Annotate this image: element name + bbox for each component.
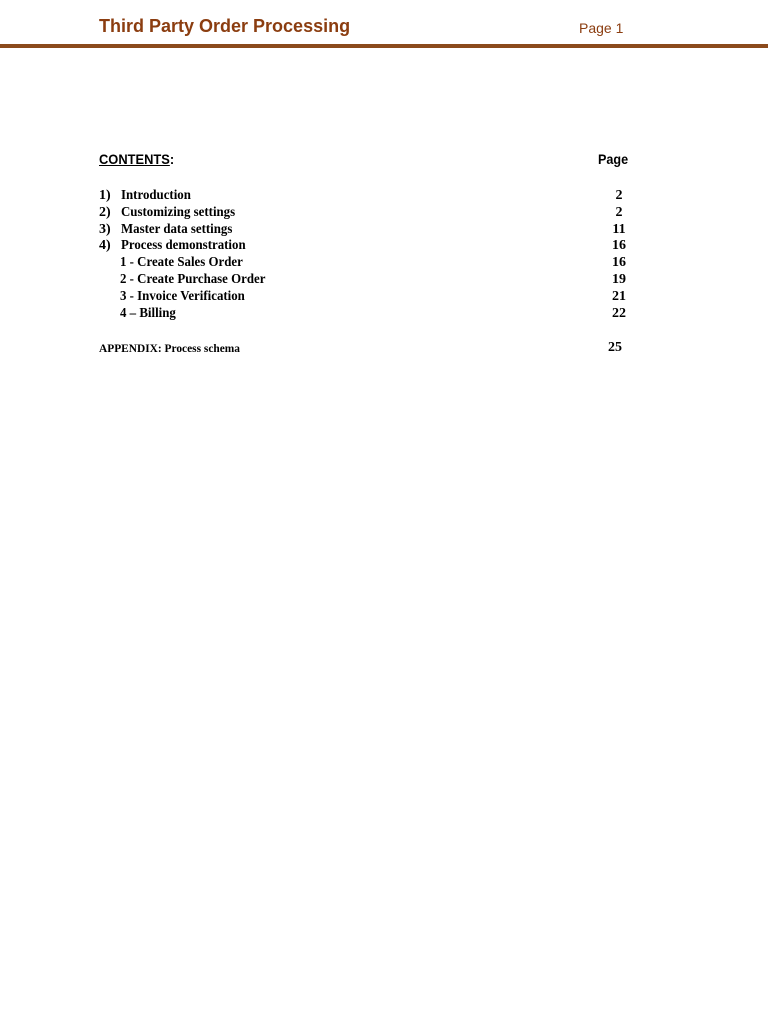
header-divider <box>0 44 768 48</box>
toc-entry-page: 11 <box>612 221 626 237</box>
toc-entry-customizing-settings <box>99 205 639 222</box>
toc-entry-page: 2 <box>615 204 623 220</box>
appendix-label: APPENDIX: Process schema <box>99 341 241 355</box>
toc-subentry-page: 22 <box>612 305 626 321</box>
toc-entry-label: Process demonstration <box>121 238 246 254</box>
table-of-contents <box>99 188 639 322</box>
toc-subentry-page: 16 <box>612 255 626 271</box>
toc-subentry-label: 1 - Create Sales Order <box>120 255 243 271</box>
toc-subentry-invoice-verification <box>99 289 639 306</box>
toc-entry-introduction <box>99 188 639 205</box>
toc-entry-page: 2 <box>615 188 623 203</box>
contents-heading-text: CONTENTS <box>99 151 170 167</box>
toc-subentry-billing <box>99 306 639 323</box>
toc-entry-label: Customizing settings <box>121 204 236 220</box>
contents-heading <box>99 151 174 167</box>
toc-subentry-page: 19 <box>612 271 626 287</box>
toc-entry-master-data-settings <box>99 222 639 239</box>
toc-entry-number: 4) <box>99 238 111 254</box>
toc-appendix-entry <box>99 340 639 356</box>
appendix-page: 25 <box>608 340 622 355</box>
toc-subentry-label: 2 - Create Purchase Order <box>120 271 266 287</box>
toc-subentry-label: 3 - Invoice Verification <box>120 288 245 304</box>
toc-subentry-create-purchase-order <box>99 272 639 289</box>
document-title: Third Party Order Processing <box>99 16 351 36</box>
toc-subentry-label: 4 – Billing <box>120 305 176 321</box>
toc-entry-page: 16 <box>612 238 626 254</box>
toc-entry-label: Introduction <box>121 188 191 203</box>
toc-entry-number: 1) <box>99 188 111 203</box>
toc-subentry-page: 21 <box>612 288 626 304</box>
page-column-heading: Page <box>598 151 629 167</box>
toc-subentry-create-sales-order <box>99 255 639 272</box>
toc-entry-number: 2) <box>99 204 111 220</box>
toc-entry-process-demonstration <box>99 238 639 255</box>
toc-entry-number: 3) <box>99 221 111 237</box>
contents-heading-colon: : <box>169 151 175 167</box>
page-number: Page 1 <box>579 20 624 36</box>
toc-entry-label: Master data settings <box>121 221 233 237</box>
